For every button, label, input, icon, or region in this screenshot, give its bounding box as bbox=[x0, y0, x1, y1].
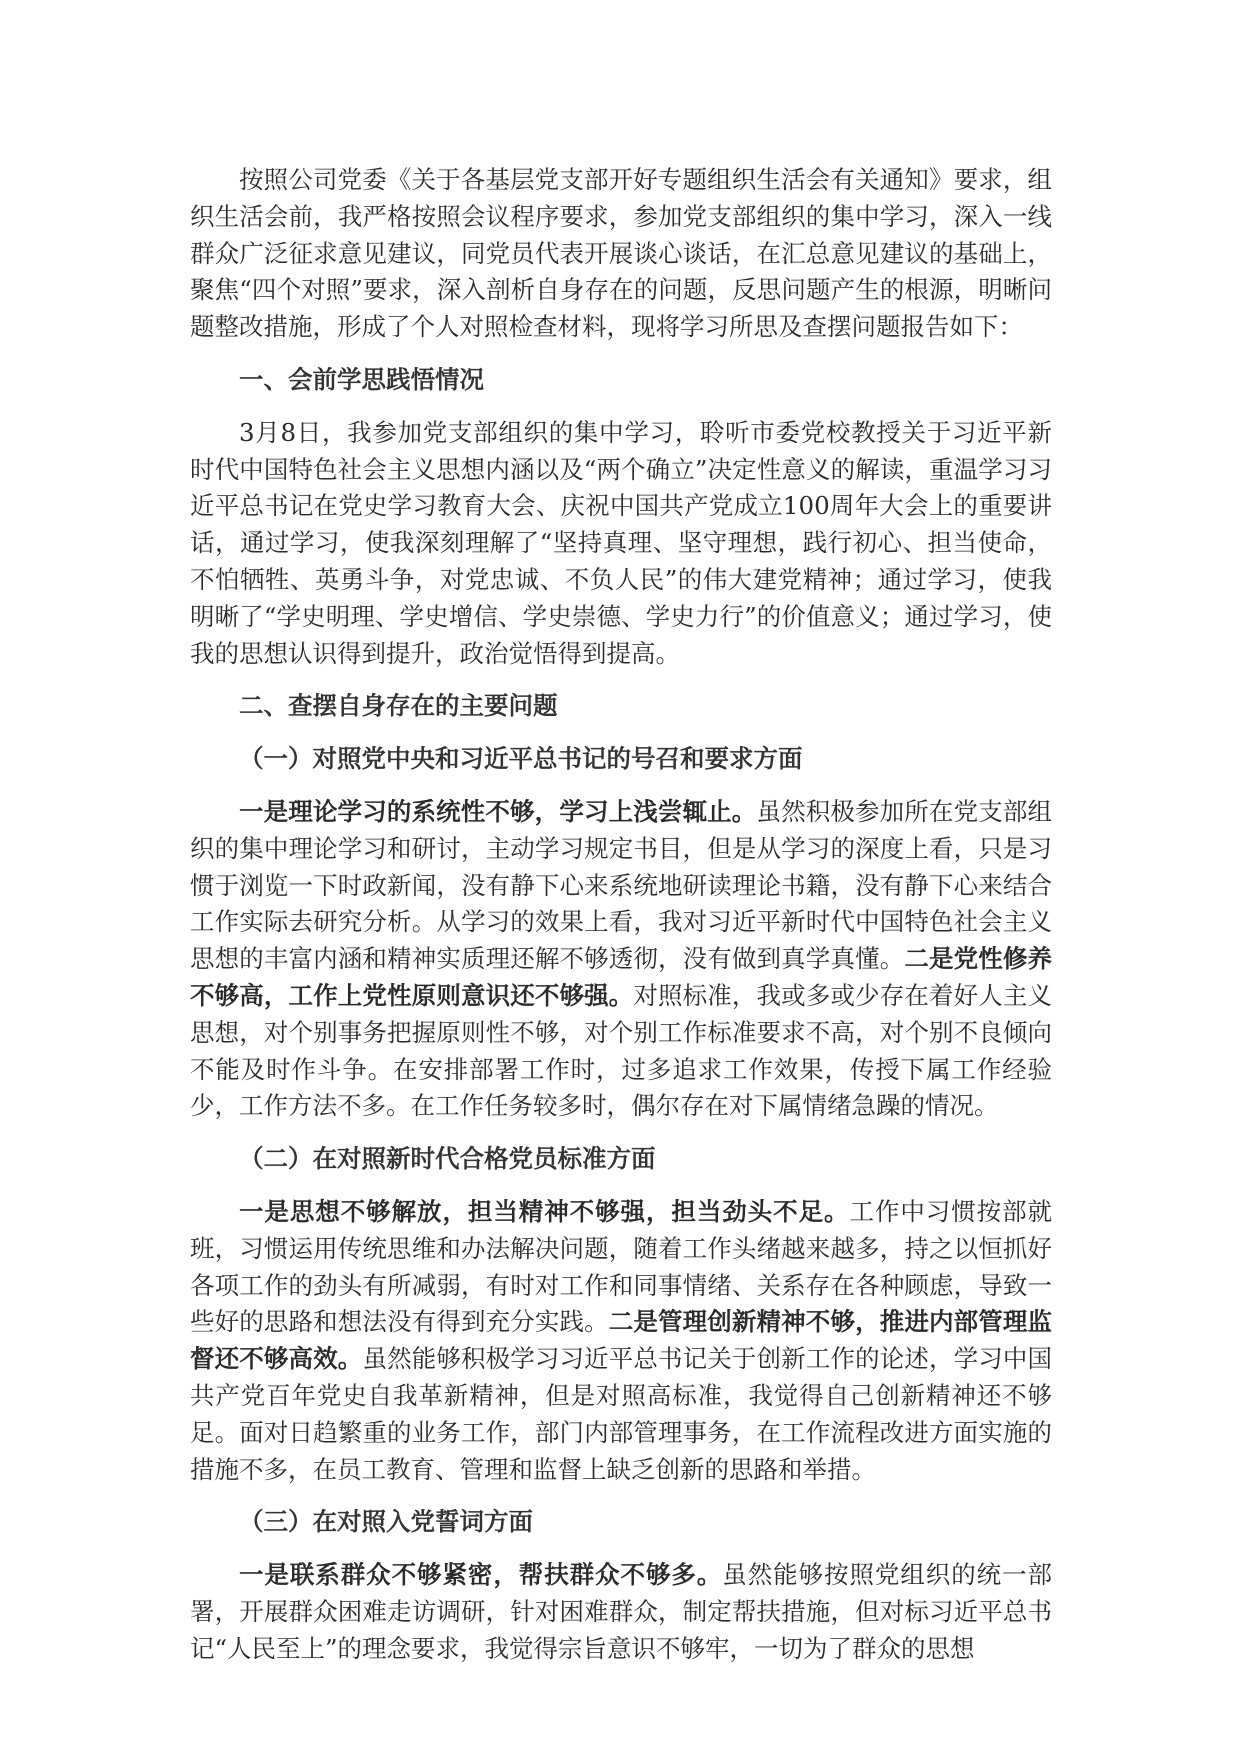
sub-heading-1-wrap bbox=[190, 741, 1052, 778]
sub-1-lead-2: 二是党性修养不够高，工作上党性原则意识还不够强。 bbox=[190, 944, 1053, 1010]
section-heading-2: 二、查摆自身存在的主要问题 bbox=[239, 691, 558, 721]
sub-2-lead-2: 二是管理创新精神不够，推进内部管理监督还不够高效。 bbox=[190, 1307, 1052, 1374]
sub-heading-1: （一）对照党中央和习近平总书记的号召和要求方面 bbox=[239, 744, 803, 774]
sub-2-lead-1: 一是思想不够解放，担当精神不够强，担当劲头不足。 bbox=[239, 1196, 850, 1226]
sub-1-lead-1: 一是理论学习的系统性不够，学习上浅尝辄止。 bbox=[239, 796, 757, 826]
sub-2-text-1: 工作中习惯按部就班，习惯运用传统思维和办法解决问题，随着工作头绪越来越多，持之以恒抓好各项工作的劲头有所减弱，有时对工作和同事情绪、关系存在各种顾虑，导致一些好的思路和想法没有得到充分实践。 bbox=[190, 1196, 1053, 1337]
sub-2-text-2: 虽然能够积极学习习近平总书记关于创新工作的论述，学习中国共产党百年党史自我革新精神，但是对照高标准，我觉得自己创新精神还不够足。面对日趋繁重的业务工作，部门内部管理事务，在工作流程改进方面实施的措施不多，在员工教育、管理和监督上缺乏创新的思路和举措。 bbox=[190, 1344, 1053, 1484]
sub-heading-3-wrap bbox=[190, 1504, 1052, 1541]
sub-2-paragraph bbox=[190, 1194, 1052, 1488]
sub-3-lead-1: 一是联系群众不够紧密，帮扶群众不够多。 bbox=[239, 1560, 723, 1590]
sub-3-text-1: 虽然能够按照党组织的统一部署，开展群众困难走访调研，针对困难群众，制定帮扶措施，但对标习近平总书记“人民至上”的理念要求，我觉得宗旨意识不够牢，一切为了群众的思想 bbox=[190, 1560, 1053, 1663]
sub-heading-2: （二）在对照新时代合格党员标准方面 bbox=[239, 1144, 656, 1174]
section-heading-1 bbox=[190, 362, 1052, 399]
sub-1-paragraph bbox=[190, 794, 1052, 1125]
section-heading-2-wrap bbox=[190, 688, 1052, 725]
intro-paragraph: 按照公司党委《关于各基层党支部开好专题组织生活会有关通知》要求，组织生活会前，我严格按照会议程序要求，参加党支部组织的集中学习，深入一线群众广泛征求意见建议，同党员代表开展谈心谈话，在汇总意见建议的基础上，聚焦“四个对照”要求，深入剖析自身存在的问题，反思问题产生的根源，明晰问题整改措施，形成了个人对照检查材料，现将学习所思及查摆问题报告如下： bbox=[190, 165, 1052, 342]
section-heading-1-text: 一、会前学思践悟情况 bbox=[239, 364, 484, 394]
document-page bbox=[190, 162, 1052, 1667]
section-1-body: 3月8日，我参加党支部组织的集中学习，聆听市委党校教授关于习近平新时代中国特色社会主义思想内涵以及“两个确立”决定性意义的解读，重温学习习近平总书记在党史学习教育大会、庆祝中国共产党成立100周年大会上的重要讲话，通过学习，使我深刻理解了“坚持真理、坚守理想，践行初心、担当使命，不怕牺牲、英勇斗争，对党忠诚、不负人民”的伟大建党精神；通过学习，使我明晰了“学史明理、学史增信、学史崇德、学史力行”的价值意义；通过学习，使我的思想认识得到提升，政治觉悟得到提高。 bbox=[190, 417, 1052, 668]
sub-heading-3: （三）在对照入党誓词方面 bbox=[239, 1507, 533, 1537]
sub-1-text-2: 对照标准，我或多或少存在着好人主义思想，对个别事务把握原则性不够，对个别工作标准要求不高，对个别不良倾向不能及时作斗争。在安排部署工作时，过多追求工作效果，传授下属工作经验少，工作方法不多。在工作任务较多时，偶尔存在对下属情绪急躁的情况。 bbox=[190, 980, 1053, 1121]
sub-heading-2-wrap bbox=[190, 1141, 1052, 1178]
sub-3-paragraph bbox=[190, 1557, 1052, 1667]
sub-1-text-1: 虽然积极参加所在党支部组织的集中理论学习和研讨，主动学习规定书目，但是从学习的深度上看，只是习惯于浏览一下时政新闻，没有静下心来系统地研读理论书籍，没有静下心来结合工作实际去研究分析。从学习的效果上看，我对习近平新时代中国特色社会主义思想的丰富内涵和精神实质理还解不够透彻，没有做到真学真懂。 bbox=[190, 796, 1052, 974]
